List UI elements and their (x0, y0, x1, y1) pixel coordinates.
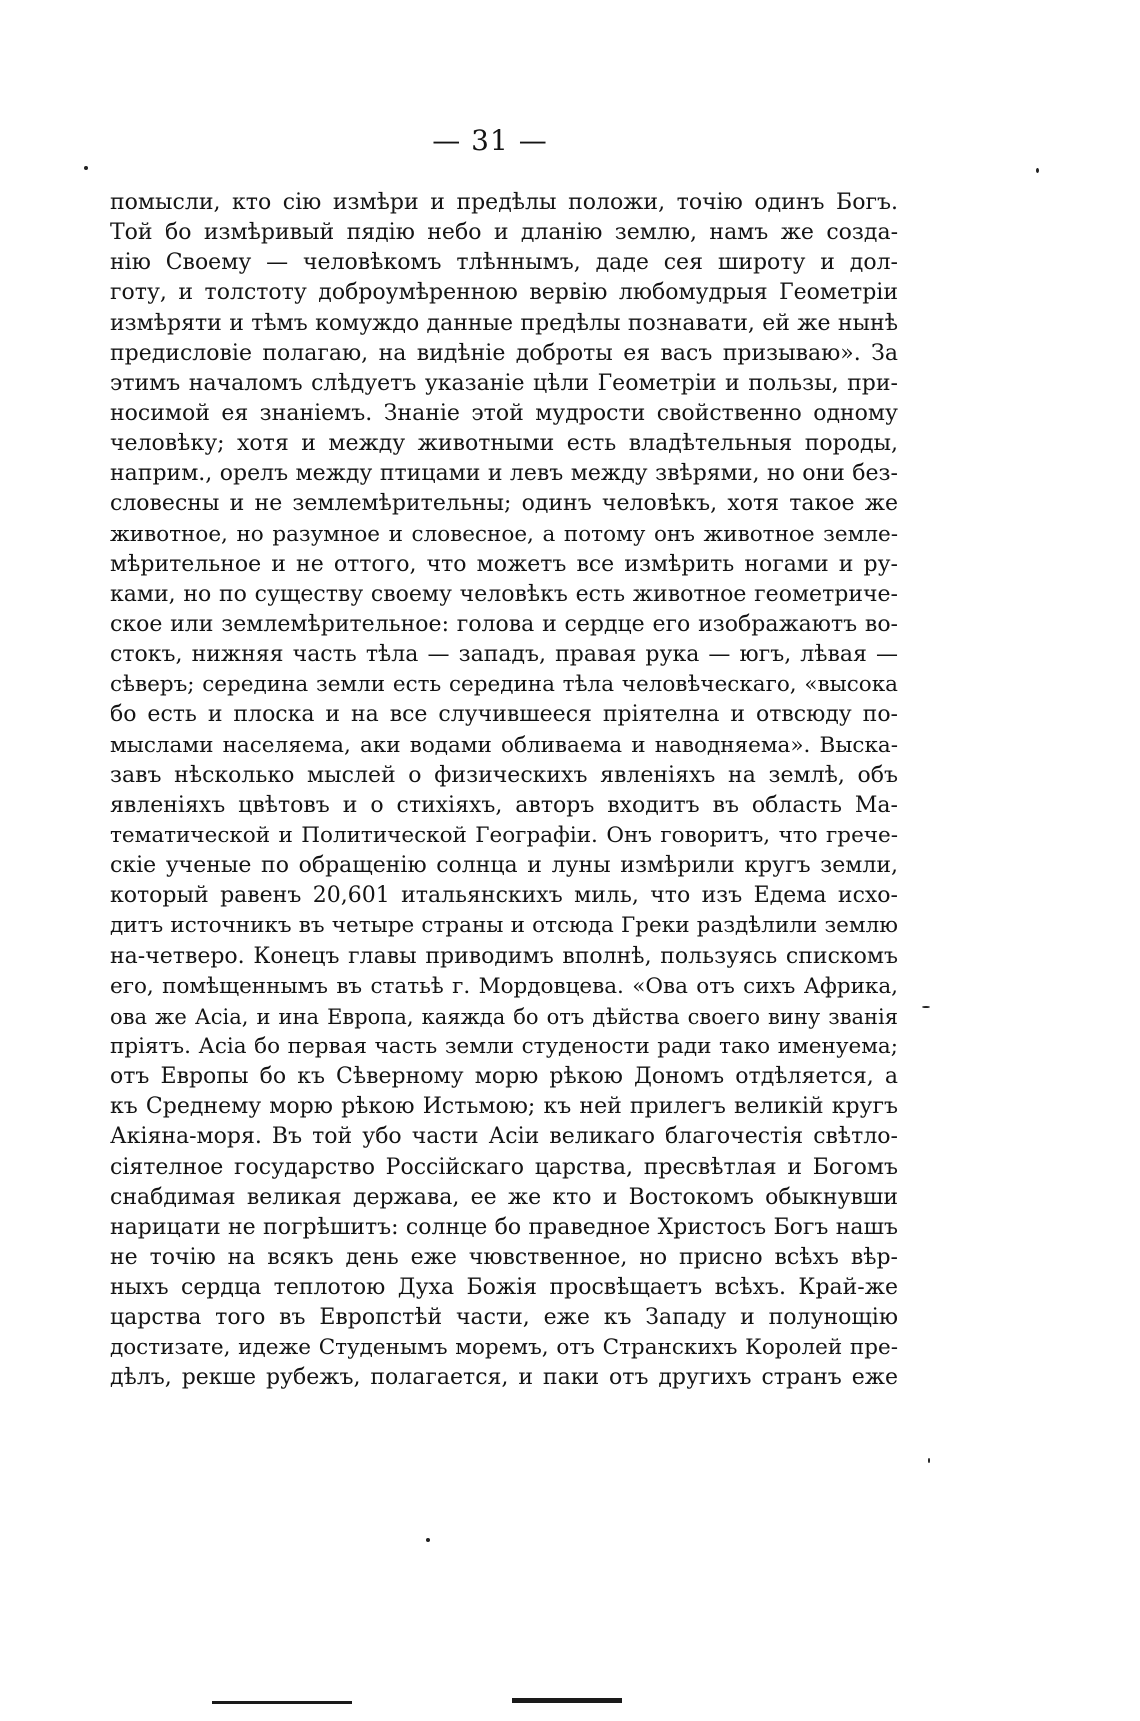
text-line: нарицати не погрѣшитъ: солнце бо праведное Христосъ Богъ нашъ (110, 1214, 898, 1240)
text-line: скіе ученые по обращенію солнца и луны измѣрили кругъ земли, (110, 853, 898, 879)
scan-speck (84, 166, 88, 170)
text-line: завъ нѣсколько мыслей о физическихъ явленіяхъ на землѣ, объ (110, 762, 898, 788)
text-line: измѣряти и тѣмъ комуждо данные предѣлы познавати, ей же нынѣ (110, 310, 898, 336)
scan-speck (426, 1538, 430, 1542)
text-line: снабдимая великая держава, ее же кто и Востокомъ обыкнувши (110, 1184, 898, 1210)
body-text (110, 188, 898, 1394)
text-line: предисловіе полагаю, на видѣніе доброты ея васъ призываю». За (110, 340, 898, 366)
text-line: пріятъ. Асіа бо первая часть земли студености ради тако именуема; (110, 1033, 898, 1059)
text-line: помысли, кто сію измѣри и предѣлы положи, точію одинъ Богъ. (110, 190, 898, 215)
text-line: бо есть и плоска и на все случившееся пріятелна и отвсюду по- (110, 702, 898, 728)
text-line: царства того въ Европстѣй части, еже къ Западу и полунощію (110, 1305, 898, 1331)
text-line: дѣлъ, рекше рубежъ, полагается, и паки отъ другихъ странъ еже (110, 1365, 898, 1391)
text-line: ское или землемѣрительное: голова и сердце его изображаютъ во- (110, 611, 898, 637)
text-line: этимъ началомъ слѣдуетъ указаніе цѣли Геометріи и пользы, при- (110, 370, 898, 396)
text-line: стокъ, нижняя часть тѣла — западъ, правая рука — югъ, лѣвая — (110, 642, 898, 668)
text-line: Акіяна-моря. Въ той убо части Асіи великаго благочестія свѣтло- (110, 1124, 898, 1150)
scan-speck (922, 1006, 930, 1008)
text-line: ныхъ сердца теплотою Духа Божія просвѣщаетъ всѣхъ. Край-же (110, 1275, 898, 1301)
text-line: мѣрительное и не оттого, что можетъ все измѣрить ногами и ру- (110, 551, 898, 577)
text-line: который равенъ 20,601 итальянскихъ миль, что изъ Едема исхо- (110, 883, 898, 909)
text-line: нію Своему — человѣкомъ тлѣннымъ, даде сея широту и дол- (110, 250, 898, 276)
text-line: на-четверо. Конецъ главы приводимъ вполнѣ, пользуясь спискомъ (110, 943, 898, 969)
scan-speck (928, 1458, 930, 1463)
scan-speck (1036, 168, 1039, 173)
text-line: словесны и не землемѣрительны; одинъ человѣкъ, хотя такое же (110, 491, 898, 517)
bottom-rule-left (212, 1701, 352, 1704)
text-line: дитъ источникъ въ четыре страны и отсюда Греки раздѣлили землю (110, 913, 898, 939)
text-line: сіятелное государство Россійскаго царства, пресвѣтлая и Богомъ (110, 1154, 898, 1180)
page-number: — 31 — (432, 124, 548, 157)
text-line: носимой ея знаніемъ. Знаніе этой мудрости свойственно одному (110, 400, 898, 426)
text-line: наприм., орелъ между птицами и левъ между звѣрями, но они без- (110, 461, 898, 487)
text-line: животное, но разумное и словесное, а потому онъ животное земле- (110, 521, 898, 547)
text-line: не точію на всякъ день еже чювственное, но присно всѣхъ вѣр- (110, 1244, 898, 1270)
text-line: сѣверъ; середина земли есть середина тѣла человѣческаго, «высока (110, 672, 898, 698)
text-line: къ Среднему морю рѣкою Истьмою; къ ней прилегъ великій кругъ (110, 1094, 898, 1120)
text-line: отъ Европы бо къ Сѣверному морю рѣкою Дономъ отдѣляется, а (110, 1064, 898, 1090)
text-line: Той бо измѣривый пядію небо и дланію землю, намъ же созда- (110, 220, 898, 246)
text-line: его, помѣщеннымъ въ статьѣ г. Мордовцева. «Ова отъ сихъ Африка, (110, 973, 898, 999)
text-line: явленіяхъ цвѣтовъ и о стихіяхъ, авторъ входитъ въ область Ма- (110, 792, 898, 818)
text-line: готу, и толстоту доброумѣренною вервію любомудрыя Геометріи (110, 280, 898, 306)
text-line: тематической и Политической Географіи. Онъ говоритъ, что грече- (110, 822, 898, 848)
text-line: мыслами населяема, аки водами обливаема и наводняема». Выска- (110, 732, 898, 758)
text-line: достизате, идеже Студенымъ моремъ, отъ Странскихъ Королей пре- (110, 1335, 898, 1361)
text-line: ова же Асіа, и ина Европа, каяжда бо отъ дѣйства своего вину званія (110, 1004, 898, 1029)
text-line: человѣку; хотя и между животными есть владѣтельныя породы, (110, 431, 898, 457)
bottom-rule-right (512, 1698, 622, 1703)
text-line: ками, но по существу своему человѣкъ есть животное геометриче- (110, 581, 898, 607)
